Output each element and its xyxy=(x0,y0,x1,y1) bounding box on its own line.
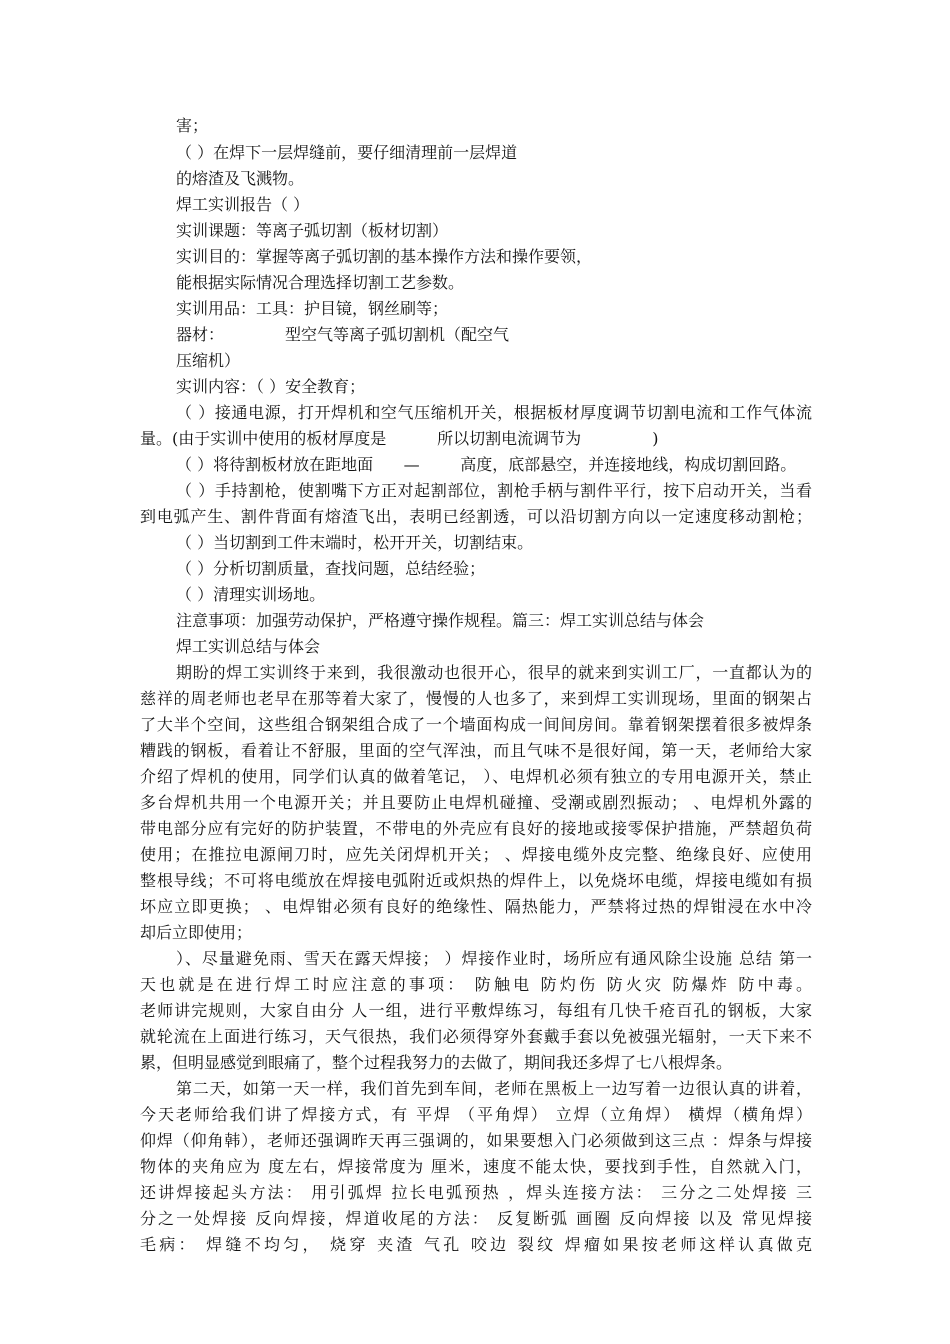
section-heading: 焊工实训总结与体会 xyxy=(176,637,321,656)
text-line: 带电部分应有完好的防护装置，不带电的外壳应有良好的接地或接零保护措施，严禁超负荷 xyxy=(140,819,812,838)
text-line: 就轮流在上面进行练习，天气很热，我们必须得穿外套戴手套以免被强光辐射，一天下来不 xyxy=(140,1027,812,1046)
text-line: 毛病： 焊缝不均匀， 烧穿 夹渣 气孔 咬边 裂纹 焊瘤如果按老师这样认真做克 xyxy=(140,1235,812,1254)
text-line: 整根导线；不可将电缆放在焊接电弧附近或炽热的焊件上，以免烧坏电缆，焊接电缆如有损 xyxy=(140,871,812,890)
text-line: （ ）清理实训场地。 xyxy=(176,585,326,604)
text-line: 分之一处焊接 反向焊接，焊道收尾的方法： 反复断弧 画圈 反向焊接 以及 常见焊接 xyxy=(140,1209,812,1228)
text-line: 仰焊（仰角韩），老师还强调昨天再三强调的，如果要想入门必须做到这三点 ：焊条与焊接 xyxy=(140,1131,812,1150)
text-line: 期盼的焊工实训终于来到，我很激动也很开心，很早的就来到实训工厂，一直都认为的 xyxy=(176,663,812,682)
text-line: 累，但明显感觉到眼痛了，整个过程我努力的去做了，期间我还多焊了七八根焊条。 xyxy=(140,1053,733,1072)
text-line: 实训目的：掌握等离子弧切割的基本操作方法和操作要领， xyxy=(176,247,593,266)
text-line: ）、尽量避免雨、雪天在露天焊接； ）焊接作业时，场所应有通风除尘设施 总结 第一 xyxy=(176,949,812,968)
text-line: 压缩机） xyxy=(176,351,241,370)
text-line: 注意事项：加强劳动保护，严格遵守操作规程。篇三：焊工实训总结与体会 xyxy=(176,611,705,630)
text-line: 物体的夹角应为 度左右，焊接常度为 厘米，速度不能太快，要找到手性，自然就入门， xyxy=(140,1157,812,1176)
text-line: 今天老师给我们讲了焊接方式，有 平焊 （平角焊） 立焊（立角焊） 横焊（横角焊） xyxy=(140,1105,812,1124)
text-line: 老师讲完规则，大家自由分 人一组，进行平敷焊练习，每组有几快千疮百孔的钢板，大家 xyxy=(140,1001,812,1020)
text-line: 能根据实际情况合理选择切割工艺参数。 xyxy=(176,273,465,292)
text-line: 了大半个空间，这些组合钢架组合成了一个墙面构成一间间房间。靠着钢架摆着很多被焊条 xyxy=(140,715,812,734)
text-line: 使用；在推拉电源闸刀时，应先关闭焊机开关； 、焊接电缆外皮完整、绝缘良好、应使用 xyxy=(140,845,812,864)
text-line: 糟践的钢板，看着让不舒服，里面的空气浑浊，而且气味不是很好闻，第一天，老师给大家 xyxy=(140,741,812,760)
text-line: 的熔渣及飞溅物。 xyxy=(176,169,305,188)
report-title: 焊工实训报告（ ） xyxy=(176,195,310,214)
text-line: （ ）将待割板材放在距地面 — 高度，底部悬空，并连接地线，构成切割回路。 xyxy=(176,455,797,474)
text-line: 实训内容：（ ）安全教育； xyxy=(176,377,366,396)
text-line: 实训课题：等离子弧切割（板材切割） xyxy=(176,221,449,240)
text-line: 多台焊机共用一个电源开关；并且要防止电焊机碰撞、受潮或剧烈振动； 、电焊机外露的 xyxy=(140,793,812,812)
text-line: 介绍了焊机的使用，同学们认真的做着笔记， ）、电焊机必须有独立的专用电源开关，禁止 xyxy=(140,767,812,786)
text-line: 却后立即使用； xyxy=(140,923,253,942)
text-line: （ ）分析切割质量，查找问题，总结经验； xyxy=(176,559,486,578)
text-line: 第二天，如第一天一样，我们首先到车间，老师在黑板上一边写着一边很认真的讲着， xyxy=(176,1079,812,1098)
text-line: 到电弧产生、割件背面有熔渣飞出，表明已经割透，可以沿切割方向以一定速度移动割枪； xyxy=(140,507,812,526)
text-line: （ ）接通电源，打开焊机和空气压缩机开关，根据板材厚度调节切割电流和工作气体流 xyxy=(176,403,812,422)
text-line: （ ）当切割到工件末端时，松开开关，切割结束。 xyxy=(176,533,534,552)
text-line: 天也就是在进行焊工时应注意的事项： 防触电 防灼伤 防火灾 防爆炸 防中毒。 xyxy=(140,975,812,994)
text-line: 还讲焊接起头方法： 用引弧焊 拉长电弧预热 ，焊头连接方法： 三分之二处焊接 三 xyxy=(140,1183,812,1202)
text-line: 器材： 型空气等离子弧切割机（配空气 xyxy=(176,325,510,344)
text-line: 坏应立即更换； 、电焊钳必须有良好的绝缘性、隔热能力，严禁将过热的焊钳浸在水中冷 xyxy=(140,897,812,916)
text-line: （ ）手持割枪，使割嘴下方正对起割部位，割枪手柄与割件平行，按下启动开关，当看 xyxy=(176,481,812,500)
text-line: 害； xyxy=(176,116,209,135)
text-line: 实训用品：工具：护目镜，钢丝刷等； xyxy=(176,299,449,318)
text-line: 量。(由于实训中使用的板材厚度是 所以切割电流调节为 ) xyxy=(140,429,659,448)
text-line: 慈祥的周老师也老早在那等着大家了，慢慢的人也多了，来到焊工实训现场，里面的钢架占 xyxy=(140,689,812,708)
text-line: （ ）在焊下一层焊缝前，要仔细清理前一层焊道 xyxy=(176,143,518,162)
